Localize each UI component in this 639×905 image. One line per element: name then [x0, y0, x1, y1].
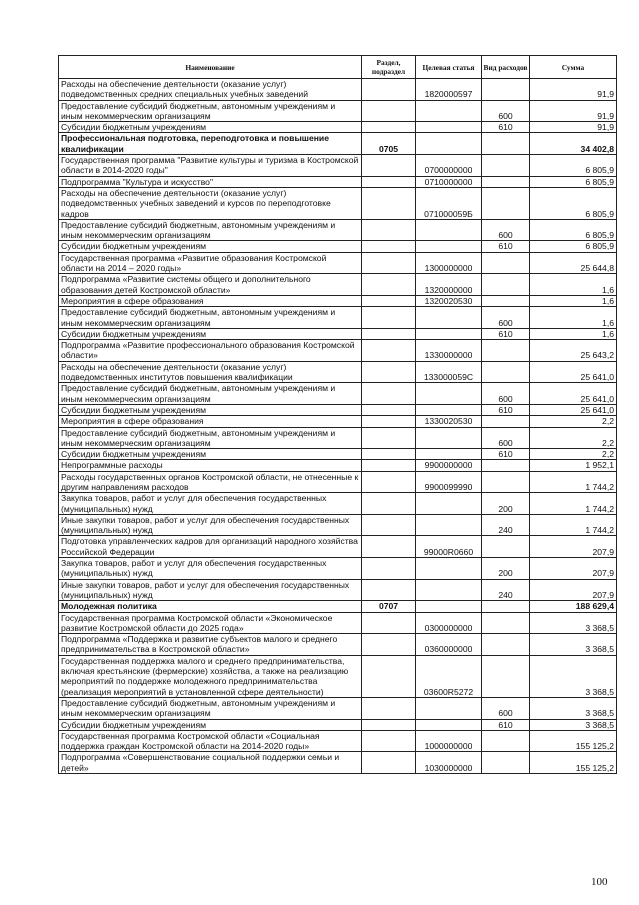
table-row: [59, 100, 617, 122]
row-amount: 25 643,2: [530, 340, 617, 362]
row-target: [416, 122, 482, 133]
row-section: 0707: [362, 601, 416, 612]
row-exptype: [482, 155, 530, 177]
row-exptype: [482, 274, 530, 296]
row-section: [362, 122, 416, 133]
row-amount: 91,9: [530, 79, 617, 101]
row-target: 133000059С: [416, 361, 482, 383]
row-section: [362, 579, 416, 601]
row-section: [362, 471, 416, 493]
row-section: [362, 460, 416, 471]
row-name: Государственная программа Костромской области «Экономическое развитие Костромской области до 2025 года»: [59, 612, 362, 634]
row-exptype: [482, 361, 530, 383]
row-amount: 6 805,9: [530, 219, 617, 241]
row-amount: 25 641,0: [530, 361, 617, 383]
row-exptype: 610: [482, 404, 530, 415]
row-target: [416, 493, 482, 515]
row-target: [416, 307, 482, 329]
row-amount: 2,2: [530, 427, 617, 449]
row-exptype: [482, 601, 530, 612]
table-row: [59, 460, 617, 471]
row-target: [416, 100, 482, 122]
row-exptype: [482, 187, 530, 219]
row-section: [362, 404, 416, 415]
row-name: Подпрограмма "Культура и искусство": [59, 176, 362, 187]
table-row: [59, 122, 617, 133]
row-name: Предоставление субсидий бюджетным, автономным учреждениям и иным некоммерческим организациям: [59, 383, 362, 405]
row-exptype: [482, 471, 530, 493]
row-name: Субсидии бюджетным учреждениям: [59, 404, 362, 415]
table-row: [59, 340, 617, 362]
row-amount: 155 125,2: [530, 730, 617, 752]
row-exptype: [482, 79, 530, 101]
row-name: Закупка товаров, работ и услуг для обеспечения государственных (муниципальных) нужд: [59, 558, 362, 580]
row-name: Расходы на обеспечение деятельности (оказание услуг) подведомственных средних специальных учебных заведений: [59, 79, 362, 101]
table-row: [59, 601, 617, 612]
row-target: 9900099990: [416, 471, 482, 493]
row-amount: 2,2: [530, 449, 617, 460]
row-amount: 207,9: [530, 579, 617, 601]
row-section: [362, 241, 416, 252]
row-exptype: [482, 536, 530, 558]
row-exptype: [482, 460, 530, 471]
row-target: 9900000000: [416, 460, 482, 471]
row-amount: 1 744,2: [530, 514, 617, 536]
row-target: [416, 558, 482, 580]
row-amount: 6 805,9: [530, 187, 617, 219]
row-amount: 1 744,2: [530, 493, 617, 515]
budget-table: [58, 55, 617, 774]
row-name: Предоставление субсидий бюджетным, автономным учреждениям и иным некоммерческим организациям: [59, 219, 362, 241]
row-amount: 6 805,9: [530, 176, 617, 187]
row-exptype: 600: [482, 697, 530, 719]
row-section: [362, 493, 416, 515]
row-name: Непрограммные расходы: [59, 460, 362, 471]
row-target: [416, 241, 482, 252]
row-name: Мероприятия в сфере образования: [59, 295, 362, 306]
row-amount: 25 644,8: [530, 252, 617, 274]
table-row: [59, 155, 617, 177]
row-amount: 25 641,0: [530, 383, 617, 405]
row-section: 0705: [362, 133, 416, 155]
row-target: [416, 328, 482, 339]
row-target: 1330020530: [416, 416, 482, 427]
row-amount: 188 629,4: [530, 601, 617, 612]
row-section: [362, 274, 416, 296]
row-amount: 1,6: [530, 274, 617, 296]
row-name: Предоставление субсидий бюджетным, автономным учреждениям и иным некоммерческим организациям: [59, 427, 362, 449]
row-section: [362, 361, 416, 383]
row-name: Подпрограмма «Совершенствование социальной поддержки семьи и детей»: [59, 752, 362, 774]
row-name: Профессиональная подготовка, переподготовка и повышение квалификации: [59, 133, 362, 155]
row-amount: 2,2: [530, 416, 617, 427]
row-exptype: [482, 655, 530, 697]
table-row: [59, 328, 617, 339]
row-exptype: 610: [482, 122, 530, 133]
row-name: Субсидии бюджетным учреждениям: [59, 241, 362, 252]
row-exptype: 600: [482, 307, 530, 329]
row-name: Предоставление субсидий бюджетным, автономным учреждениям и иным некоммерческим организациям: [59, 697, 362, 719]
header-exptype: Вид расходов: [482, 56, 530, 79]
row-target: [416, 219, 482, 241]
header-amount: Сумма: [530, 56, 617, 79]
row-name: Государственная программа "Развитие культуры и туризма в Костромской области в 2014-2020 годы": [59, 155, 362, 177]
row-section: [362, 655, 416, 697]
row-exptype: 200: [482, 493, 530, 515]
table-row: [59, 536, 617, 558]
row-section: [362, 100, 416, 122]
row-target: [416, 719, 482, 730]
table-row: [59, 655, 617, 697]
table-row: [59, 383, 617, 405]
row-amount: 1 744,2: [530, 471, 617, 493]
row-section: [362, 252, 416, 274]
row-amount: 6 805,9: [530, 155, 617, 177]
row-section: [362, 427, 416, 449]
table-row: [59, 404, 617, 415]
table-row: [59, 730, 617, 752]
row-target: [416, 579, 482, 601]
row-section: [362, 697, 416, 719]
row-exptype: 240: [482, 579, 530, 601]
row-amount: 155 125,2: [530, 752, 617, 774]
row-name: Субсидии бюджетным учреждениям: [59, 449, 362, 460]
row-section: [362, 719, 416, 730]
row-section: [362, 340, 416, 362]
table-row: [59, 219, 617, 241]
table-row: [59, 449, 617, 460]
row-name: Предоставление субсидий бюджетным, автономным учреждениям и иным некоммерческим организациям: [59, 100, 362, 122]
row-amount: 207,9: [530, 558, 617, 580]
row-section: [362, 383, 416, 405]
table-row: [59, 79, 617, 101]
row-section: [362, 612, 416, 634]
row-amount: 34 402,8: [530, 133, 617, 155]
row-exptype: [482, 176, 530, 187]
row-exptype: [482, 133, 530, 155]
row-target: [416, 449, 482, 460]
row-name: Расходы на обеспечение деятельности (оказание услуг) подведомственных учебных заведений и курсов по переподготовке кадров: [59, 187, 362, 219]
row-target: 1820000597: [416, 79, 482, 101]
row-name: Субсидии бюджетным учреждениям: [59, 328, 362, 339]
row-target: [416, 514, 482, 536]
row-amount: 3 368,5: [530, 719, 617, 730]
row-exptype: [482, 416, 530, 427]
row-section: [362, 514, 416, 536]
row-amount: 207,9: [530, 536, 617, 558]
row-amount: 25 641,0: [530, 404, 617, 415]
row-name: Расходы на обеспечение деятельности (оказание услуг) подведомственных институтов повышения квалификации: [59, 361, 362, 383]
row-section: [362, 752, 416, 774]
row-name: Подготовка управленческих кадров для организаций народного хозяйства Российской Федерации: [59, 536, 362, 558]
header-name: Наименование: [59, 56, 362, 79]
row-name: Государственная программа «Развитие образования Костромской области на 2014 – 2020 годы»: [59, 252, 362, 274]
table-row: [59, 514, 617, 536]
row-target: [416, 383, 482, 405]
table-row: [59, 133, 617, 155]
table-row: [59, 252, 617, 274]
table-row: [59, 241, 617, 252]
table-row: [59, 493, 617, 515]
table-row: [59, 558, 617, 580]
row-section: [362, 558, 416, 580]
row-exptype: 600: [482, 427, 530, 449]
row-exptype: 200: [482, 558, 530, 580]
row-target: [416, 133, 482, 155]
row-section: [362, 176, 416, 187]
row-section: [362, 79, 416, 101]
row-name: Государственная поддержка малого и среднего предпринимательства, включая крестьянские (фермерские) хозяйства, а также на реализацию мероприятий по поддержке молодежного предпринимательства (реализация мероприятий в установленной сфере деятельности): [59, 655, 362, 697]
table-row: [59, 427, 617, 449]
table-row: [59, 719, 617, 730]
row-name: Закупка товаров, работ и услуг для обеспечения государственных (муниципальных) нужд: [59, 493, 362, 515]
row-exptype: [482, 252, 530, 274]
row-amount: 91,9: [530, 100, 617, 122]
row-section: [362, 328, 416, 339]
row-section: [362, 730, 416, 752]
row-target: 1300000000: [416, 252, 482, 274]
row-target: [416, 697, 482, 719]
header-section: Раздел, подраздел: [362, 56, 416, 79]
row-target: 1000000000: [416, 730, 482, 752]
row-target: [416, 427, 482, 449]
row-exptype: 600: [482, 100, 530, 122]
table-row: [59, 187, 617, 219]
table-row: [59, 612, 617, 634]
row-target: 1320020530: [416, 295, 482, 306]
row-name: Предоставление субсидий бюджетным, автономным учреждениям и иным некоммерческим организациям: [59, 307, 362, 329]
row-target: 0710000000: [416, 176, 482, 187]
table-row: [59, 295, 617, 306]
row-name: Мероприятия в сфере образования: [59, 416, 362, 427]
table-row: [59, 176, 617, 187]
table-row: [59, 697, 617, 719]
row-section: [362, 536, 416, 558]
table-row: [59, 416, 617, 427]
table-body: [59, 79, 617, 774]
table-row: [59, 307, 617, 329]
row-name: Подпрограмма «Развитие системы общего и дополнительного образования детей Костромской области»: [59, 274, 362, 296]
row-target: 03600R5272: [416, 655, 482, 697]
row-name: Подпрограмма «Развитие профессионального образования Костромской области»: [59, 340, 362, 362]
row-target: 99000R0660: [416, 536, 482, 558]
row-target: [416, 601, 482, 612]
row-exptype: [482, 340, 530, 362]
page-number: 100: [591, 876, 608, 888]
row-amount: 3 368,5: [530, 655, 617, 697]
row-exptype: [482, 730, 530, 752]
table-row: [59, 579, 617, 601]
row-name: Подпрограмма «Поддержка и развитие субъектов малого и среднего предпринимательства в Костромской области»: [59, 634, 362, 656]
row-amount: 6 805,9: [530, 241, 617, 252]
row-amount: 3 368,5: [530, 697, 617, 719]
row-name: Субсидии бюджетным учреждениям: [59, 122, 362, 133]
row-exptype: [482, 752, 530, 774]
row-target: 1030000000: [416, 752, 482, 774]
table-row: [59, 634, 617, 656]
row-target: 1330000000: [416, 340, 482, 362]
row-name: Молодежная политика: [59, 601, 362, 612]
row-name: Иные закупки товаров, работ и услуг для обеспечения государственных (муниципальных) нужд: [59, 514, 362, 536]
row-name: Расходы государственных органов Костромской области, не отнесенные к другим направлениям расходов: [59, 471, 362, 493]
table-row: [59, 274, 617, 296]
row-exptype: [482, 634, 530, 656]
table-row: [59, 471, 617, 493]
row-target: 1320000000: [416, 274, 482, 296]
row-exptype: 610: [482, 241, 530, 252]
row-section: [362, 307, 416, 329]
row-exptype: 610: [482, 449, 530, 460]
row-exptype: 610: [482, 328, 530, 339]
row-section: [362, 416, 416, 427]
table-header-row: [59, 56, 617, 79]
row-exptype: 240: [482, 514, 530, 536]
row-amount: 1,6: [530, 328, 617, 339]
row-name: Государственная программа Костромской области «Социальная поддержка граждан Костромской области на 2014-2020 годы»: [59, 730, 362, 752]
row-target: 0700000000: [416, 155, 482, 177]
row-name: Субсидии бюджетным учреждениям: [59, 719, 362, 730]
row-amount: 1 952,1: [530, 460, 617, 471]
row-section: [362, 219, 416, 241]
row-section: [362, 187, 416, 219]
row-target: [416, 404, 482, 415]
row-section: [362, 634, 416, 656]
row-exptype: [482, 612, 530, 634]
row-exptype: 600: [482, 219, 530, 241]
row-amount: 3 368,5: [530, 634, 617, 656]
row-exptype: 600: [482, 383, 530, 405]
row-section: [362, 155, 416, 177]
row-amount: 3 368,5: [530, 612, 617, 634]
row-name: Иные закупки товаров, работ и услуг для обеспечения государственных (муниципальных) нужд: [59, 579, 362, 601]
row-target: 071000059Б: [416, 187, 482, 219]
table-row: [59, 752, 617, 774]
row-amount: 1,6: [530, 295, 617, 306]
row-section: [362, 449, 416, 460]
table-row: [59, 361, 617, 383]
row-target: 0360000000: [416, 634, 482, 656]
row-section: [362, 295, 416, 306]
header-target: Целевая статья: [416, 56, 482, 79]
row-amount: 1,6: [530, 307, 617, 329]
row-target: 0300000000: [416, 612, 482, 634]
row-exptype: 610: [482, 719, 530, 730]
row-amount: 91,9: [530, 122, 617, 133]
row-exptype: [482, 295, 530, 306]
